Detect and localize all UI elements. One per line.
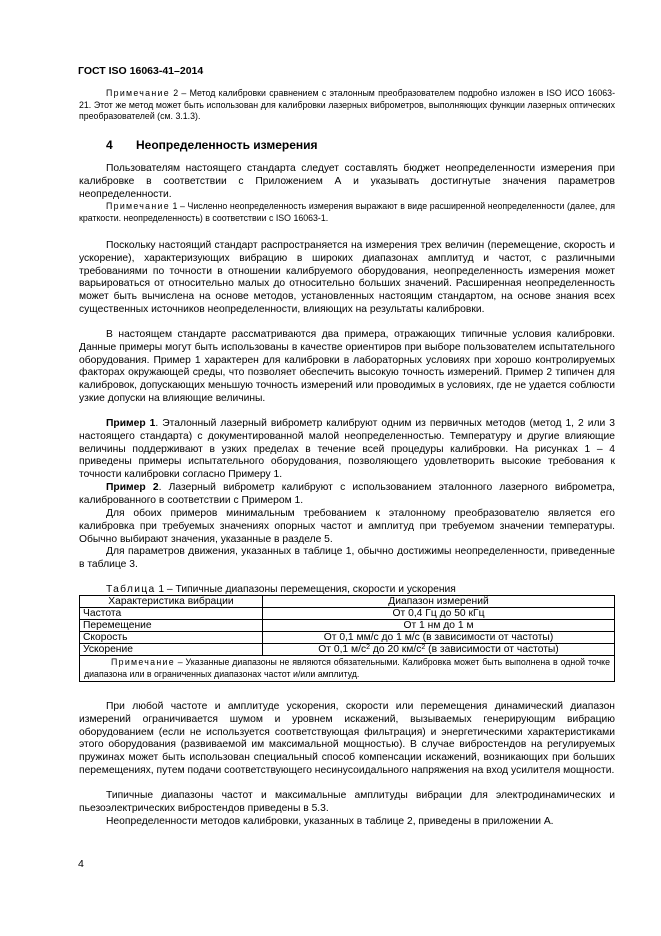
superscript: 2 — [366, 644, 371, 651]
note-label: Примечание — [106, 88, 170, 98]
section-number: 4 — [106, 138, 113, 152]
example-label: Пример 2 — [106, 482, 159, 493]
example-text: . Эталонный лазерный виброметр калибруют одним из первичных методов (метод 1, 2 или 3 настоящего стандарта) с документированной малой неопределенностью. Температуру и другие влияющие величины поддерживают в узких пределах в течение всей процедуры калибровки. На рисунках 1 – 4 приведены примеры испытательного оборудования, позволяющего удовлетворить высокие требования к точности калибровки согласно Примеру 1. — [79, 418, 615, 481]
table-cell: Скорость — [80, 632, 263, 644]
table-cell: От 0,1 мм/с до 1 м/с (в зависимости от частоты) — [263, 632, 615, 644]
table-cell — [263, 644, 615, 656]
table-header-cell: Диапазон измерений — [263, 596, 615, 608]
paragraph-7: Типичные диапазоны частот и максимальные амплитуды вибрации для электродинамических и пьезоэлектрических вибростендов приведены в 5.3. — [79, 790, 615, 814]
note-top — [79, 88, 615, 123]
superscript: 2 — [421, 644, 426, 651]
accel-to: до 20 км/с — [370, 644, 422, 655]
table-row — [80, 632, 615, 644]
table-row — [80, 608, 615, 620]
example-1 — [79, 418, 615, 482]
table-caption-label: Таблица — [106, 584, 156, 595]
paragraph-5: Для параметров движения, указанных в таблице 1, обычно достижимы неопределенности, приведенные в таблице 3. — [79, 546, 615, 570]
note-label: Примечание — [106, 201, 170, 211]
note-1 — [79, 201, 615, 224]
table-cell: Перемещение — [80, 620, 263, 632]
paragraph-2: Поскольку настоящий стандарт распространяется на измерения трех величин (перемещение, скорость и ускорение), характеризующих вибрацию в широких диапазонах амплитуд и частот, с различными требованиями по точности в отношении калибруемого оборудования, неопределенность измерения может варьироваться от относительно малых до относительно больших значений. Расширенная неопределенность может быть вычислена на основе методов, установленных настоящим стандартом, на основе знания всех существенных источников неопределенности, влияющих на результаты калибровки. — [79, 240, 615, 315]
table-note — [80, 656, 615, 682]
table-row — [80, 620, 615, 632]
table-note-label: Примечание — [111, 657, 175, 667]
example-text: . Лазерный виброметр калибруют с использованием эталонного лазерного виброметра, калиброванного в соответствии с Примером 1. — [79, 482, 615, 506]
table-cell: Частота — [80, 608, 263, 620]
note-text: 2 – Метод калибровки сравнением с эталонным преобразователем подробно изложен в ISO ИСО 16063-21. Этот же метод может быть использован для калибровки лазерных виброметров, выполняющих функции лазерных оптических преобразователей (см. 3.1.3). — [79, 88, 615, 121]
accel-from: От 0,1 м/с — [318, 644, 367, 655]
table-header-row — [80, 596, 615, 608]
section-heading — [106, 138, 318, 152]
table-cell: Ускорение — [80, 644, 263, 656]
standard-header: ГОСТ ISO 16063-41–2014 — [78, 65, 204, 77]
paragraph-6: При любой частоте и амплитуде ускорения, скорости или перемещения динамический диапазон измерений ограничивается шумом и уровнем искажений, вызываемых генерирующим вибрацию оборудованием (если не используется соответствующая фильтрация) и энергетическими характеристиками этого оборудования (развиваемой им максимальной мощностью). В случае вибростендов на регулируемых пружинах может быть использован специальный способ компенсации искажений, возникающих при больших перемещениях, путем подачи соответствующего несинусоидального напряжения на вход усилителя мощности. — [79, 701, 615, 776]
table-caption — [106, 584, 456, 595]
table-header-cell: Характеристика вибрации — [80, 596, 263, 608]
paragraph-8: Неопределенности методов калибровки, указанных в таблице 2, приведены в приложении А. — [106, 816, 554, 827]
table-cell: От 1 нм до 1 м — [263, 620, 615, 632]
table-note-text: – Указанные диапазоны не являются обязательными. Калибровка может быть выполнена в одной точке диапазона или в ограниченных диапазонах частот и/или амплитуд. — [84, 657, 610, 679]
example-label: Пример 1 — [106, 418, 156, 429]
example-2 — [79, 482, 615, 508]
table-note-row — [80, 656, 615, 682]
page-number: 4 — [78, 858, 84, 870]
note-text: 1 – Численно неопределенность измерения выражают в виде расширенной неопределенности (далее, для краткости. неопределенность) в соответствии с ISO 16063-1. — [79, 201, 615, 223]
table-row — [80, 644, 615, 656]
ranges-table — [79, 595, 615, 682]
paragraph-1: Пользователям настоящего стандарта следует составлять бюджет неопределенности измерения при калибровке в соответствии с Приложением А и указывать достигнутые значения параметров неопределенности. — [79, 163, 615, 200]
accel-note: (в зависимости от частоты) — [425, 644, 559, 655]
paragraph-4: Для обоих примеров минимальным требованием к эталонному преобразователю является его калибровка при требуемых значениях опорных частот и амплитуд при требуемом значении температуры. Обычно выбирают значения, указанные в разделе 5. — [79, 508, 615, 545]
section-title: Неопределенность измерения — [136, 138, 318, 152]
table-caption-text: 1 – Типичные диапазоны перемещения, скорости и ускорения — [155, 584, 456, 595]
table-cell: От 0,4 Гц до 50 кГц — [263, 608, 615, 620]
paragraph-3: В настоящем стандарте рассматриваются два примера, отражающих типичные условия калибровки. Данные примеры могут быть использованы в качестве ориентиров при выборе пользователем испытательного оборудования. Пример 1 характерен для калибровки в лабораторных условиях при хорошо контролируемых факторах окружающей среды, что позволяет обеспечить высокую точность измерений. Пример 2 типичен для калибровок, допускающих меньшую точность измерений или проводимых в условиях, где не удается соблюсти узкие допуски на влияющие величины. — [79, 329, 615, 404]
